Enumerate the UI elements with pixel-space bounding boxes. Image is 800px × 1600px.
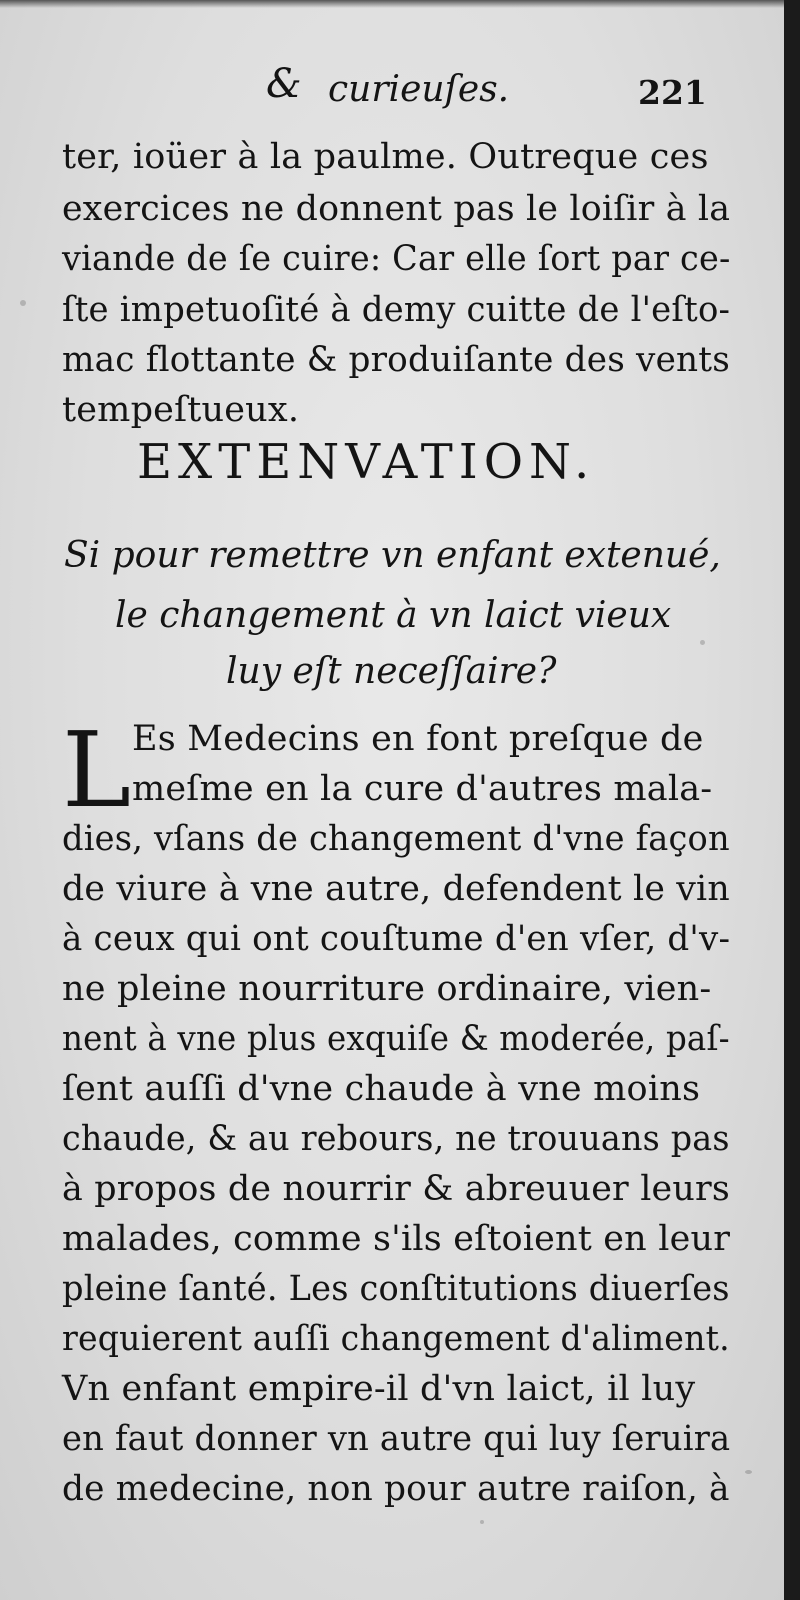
text-line: meſme en la cure d'autres mala- bbox=[132, 769, 713, 809]
text-line: à propos de nourrir & abreuuer leurs bbox=[62, 1169, 730, 1209]
text-line: tempeſtueux. bbox=[62, 390, 300, 430]
text-line: exercices ne donnent pas le loiſir à la bbox=[62, 189, 731, 229]
question-line: le changement à vn laict vieux bbox=[115, 595, 672, 636]
ink-speck bbox=[700, 640, 705, 645]
text-line: malades, comme s'ils eſtoient en leur bbox=[62, 1219, 731, 1259]
text-line: en faut donner vn autre qui luy ſeruira bbox=[62, 1419, 731, 1459]
drop-cap: L bbox=[62, 709, 132, 831]
text-line: Vn enfant empire-il d'vn laict, il luy bbox=[62, 1369, 696, 1409]
page-gutter bbox=[784, 0, 800, 1600]
ink-speck bbox=[20, 300, 26, 306]
text-line: à ceux qui ont couſtume d'en vſer, d'v- bbox=[62, 919, 731, 959]
text-line: ſte impetuoſité à demy cuitte de l'eſto- bbox=[62, 290, 731, 330]
ink-speck bbox=[480, 1520, 484, 1524]
text-line: chaude, & au rebours, ne trouuans pas bbox=[62, 1119, 730, 1159]
text-line: mac flottante & produiſante des vents bbox=[62, 340, 730, 380]
text-line: requierent auſſi changement d'aliment. bbox=[62, 1319, 730, 1359]
page-number: 221 bbox=[638, 73, 707, 112]
text-line: de medecine, non pour autre raiſon, à bbox=[62, 1469, 730, 1509]
text-line: ne pleine nourriture ordinaire, vien- bbox=[62, 969, 712, 1009]
page-edge-shadow bbox=[0, 0, 784, 8]
running-head: curieuſes. bbox=[328, 69, 510, 110]
text-line: ſent auſſi d'vne chaude à vne moins bbox=[62, 1069, 701, 1109]
text-line: dies, vſans de changement d'vne façon bbox=[62, 819, 730, 859]
text-line: ter, ioüer à la paulme. Outreque ces bbox=[62, 137, 709, 177]
question-line: Si pour remettre vn enfant extenué, bbox=[64, 535, 721, 576]
header-ornament: & bbox=[266, 61, 302, 107]
text-line: viande de ſe cuire: Car elle ſort par ce- bbox=[62, 239, 731, 279]
text-line: de viure à vne autre, defendent le vin bbox=[62, 869, 730, 909]
text-line: pleine ſanté. Les conſtitutions diuerſes bbox=[62, 1269, 730, 1309]
section-title: EXTENVATION. bbox=[137, 434, 596, 490]
text-line: nent à vne plus exquiſe & moderée, paſ- bbox=[62, 1019, 730, 1059]
ink-speck bbox=[745, 1470, 752, 1474]
question-line: luy eſt neceſſaire? bbox=[226, 651, 557, 692]
text-line: Es Medecins en font preſque de bbox=[132, 719, 704, 759]
